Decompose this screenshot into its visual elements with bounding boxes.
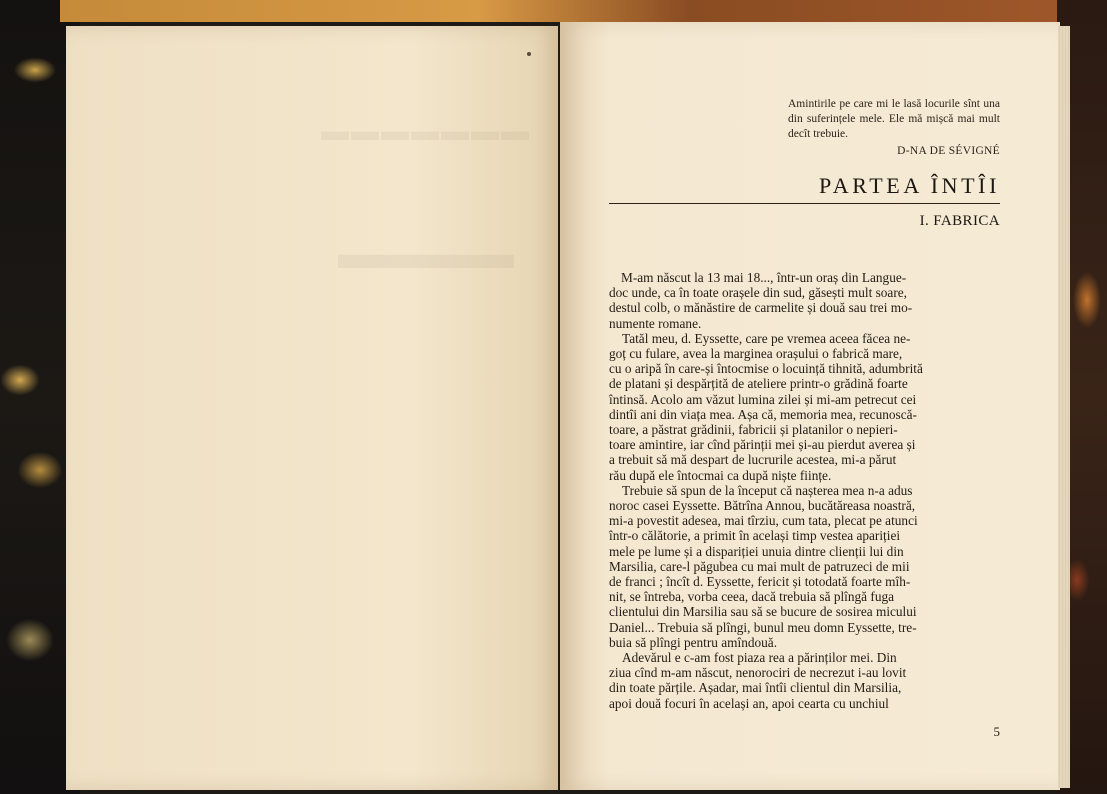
page-edges	[1058, 26, 1070, 788]
text-line: numente romane.	[609, 315, 702, 331]
text-line: într-o călătorie, a primit în același timp vestea apariției	[609, 528, 901, 544]
text-line: toare, a păstrat grădinii, fabricii și platanilor o nepieri-	[609, 422, 898, 438]
text-line: M-am născut la 13 mai 18..., într-un oraș din Langue-	[621, 270, 907, 285]
show-through-ghost: ▬▬▬▬▬▬▬ ▬▬▬▬	[321, 116, 531, 278]
text-line: dintîi ani din viața mea. Așa că, memoria mea, recunoscă-	[609, 406, 917, 422]
text-line: Adevărul e c-am fost piaza rea a părinților mei. Din	[622, 650, 897, 666]
text-line: goț cu fulare, avea la marginea orașului o fabrică mare,	[609, 346, 903, 362]
text-line: cu o aripă în care-și întocmise o locuință tihnită, adumbrită	[609, 361, 923, 377]
text-line: nit, se întreba, vorba ceea, dacă trebuia să plîngă fuga	[609, 589, 895, 605]
paragraph	[609, 483, 1000, 650]
text-line: destul colb, o mănăstire de carmelite și două sau trei mo-	[609, 300, 913, 316]
text-line: ziua cînd m-am născut, nenorociri de necrezut i-au lovit	[609, 665, 907, 681]
text-line: mi-a povestit adesea, mai tîrziu, cum tata, plecat pe atunci	[609, 513, 918, 529]
chapter-title: I. FABRICA	[919, 213, 1000, 229]
text-line: rău după ele întocmai ca după niște ființe.	[609, 467, 832, 483]
epigraph-text: Amintirile pe care mi le lasă locurile sînt una din suferințele mele. Ele mă mișcă mai mult decît trebuie.	[788, 98, 1000, 140]
text-line: toare amintire, iar cînd părinții mei și-au pierdut averea și	[609, 437, 916, 453]
text-line: întinsă. Acolo am văzut lumina zilei și mi-am petrecut cei	[609, 391, 917, 407]
text-line: de platani și despărțită de ateliere printr-o grădină foarte	[609, 376, 908, 392]
text-line: mele pe lume și a dispariției unuia dintre clienții lui din	[609, 543, 904, 559]
text-line: de franci ; încît d. Eyssette, fericit și totodată foarte mîh-	[609, 574, 911, 590]
text-line: apoi două focuri în același an, apoi cearta cu unchiul	[609, 695, 889, 711]
text-line: din toate părțile. Așadar, mai întîi clientul din Marsilia,	[609, 680, 902, 696]
ink-speck	[527, 52, 531, 56]
paragraph	[609, 331, 1000, 483]
epigraph-author: D-NA DE SÉVIGNÉ	[897, 145, 1000, 157]
page-number: 5	[993, 724, 1000, 739]
text-line: Daniel... Trebuia să plîngi, bunul meu domn Eyssette, tre-	[609, 619, 917, 635]
paragraph	[609, 270, 1000, 331]
part-title: PARTEA ÎNTÎI	[818, 173, 1000, 198]
book-cover-top	[60, 0, 1107, 22]
left-page	[66, 26, 558, 790]
text-line: Trebuie să spun de la început că nașterea mea n-a adus	[622, 482, 913, 498]
text-line: Marsilia, care-l păgubea cu mai mult de patruzeci de mii	[609, 558, 910, 574]
text-line: buia să plîngi pentru amîndouă.	[609, 634, 778, 650]
text-line: a trebuit să mă despart de lucrurile acestea, mi-a părut	[609, 452, 897, 468]
text-line: noroc casei Eyssette. Bătrîna Annou, bucătăreasa noastră,	[609, 498, 916, 514]
title-rule	[609, 203, 1000, 204]
body-text	[609, 270, 1000, 711]
text-line: clientului din Marsilia sau să se bucure de sosirea micului	[609, 604, 917, 620]
paragraph	[609, 650, 1000, 711]
text-line: Tatăl meu, d. Eyssette, care pe vremea aceea făcea ne-	[622, 330, 911, 346]
text-line: doc unde, ca în toate orașele din sud, găsești mult soare,	[609, 285, 907, 301]
